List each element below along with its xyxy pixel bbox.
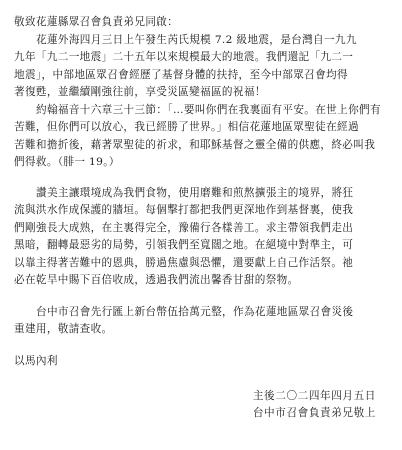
paragraph-line: 苦難和擔折後，藉著眾聖徒的祈求，和耶穌基督之靈全備的供應，終必叫我: [14, 138, 376, 151]
paragraph-line: 苦難，但你們可以放心，我已經勝了世界。」相信花蓮地區眾聖徒在經過: [14, 121, 359, 133]
paragraph-donation: [14, 304, 386, 339]
paragraph-line: 們得救。（腓一 19。）: [14, 156, 120, 168]
closing: 以馬內利: [14, 354, 58, 367]
paragraph-line: 約翰福音十六章三十三節：「…要叫你們在我裏面有平安。在世上你們有: [36, 103, 381, 116]
paragraph-line: 們剛強長大成熟，在主裏得完全，豫備行各樣善工。求主帶領我們走出: [14, 221, 354, 234]
letter-date: 主後二〇二四年四月五日: [252, 390, 376, 402]
paragraph-line: 著復甦，並繼續剛強往前，享受災區變福區的祝福！: [14, 86, 266, 98]
salutation: 敬致花蓮縣眾召會負責弟兄同啟：: [14, 16, 179, 28]
paragraph-line: 黑暗，翻轉最惡劣的局勢，引領我們至寬闊之地。在絕境中對準主，可: [14, 239, 354, 251]
paragraph-line: 以靠主得著苦難中的恩典，勝過焦慮與恐懼，還要獻上自己作活祭。祂: [14, 256, 354, 269]
paragraph-line: 讚美主讓環境成為我們食物，使用磨難和煎熬擴張主的境界，將狂: [36, 186, 354, 199]
spacer: [14, 172, 386, 185]
paragraph-scripture: [14, 102, 386, 172]
spacer: [14, 290, 386, 304]
paragraph-line: 台中市召會先行匯上新台幣伍拾萬元整，作為花蓮地區眾召會災後: [36, 305, 354, 318]
paragraph-praise: [14, 185, 386, 290]
paragraph-earthquake: [14, 32, 386, 102]
paragraph-line: 重建用，敬請查收。: [14, 323, 113, 335]
paragraph-line: 九年「九二一地震」二十五年以來規模最大的地震。我們還記「九二一: [14, 51, 354, 63]
letter-signature: 台中市召會負責弟兄敬上: [252, 407, 376, 419]
paragraph-line: 花蓮外海四月三日上午發生芮氏規模 7.2 級地震，是台灣自一九九: [36, 33, 357, 46]
spacer: [14, 339, 386, 353]
paragraph-line: 地震」，中部地區眾召會經歷了基督身體的扶持，至今中部眾召會均得: [14, 68, 348, 81]
paragraph-line: 必在乾旱中賜下百倍收成，透過我們流出馨香甘甜的祭物。: [14, 274, 299, 286]
paragraph-line: 流與洪水作成保護的牆垣。每個擊打都把我們更深地作到基督裏，使我: [14, 204, 354, 216]
